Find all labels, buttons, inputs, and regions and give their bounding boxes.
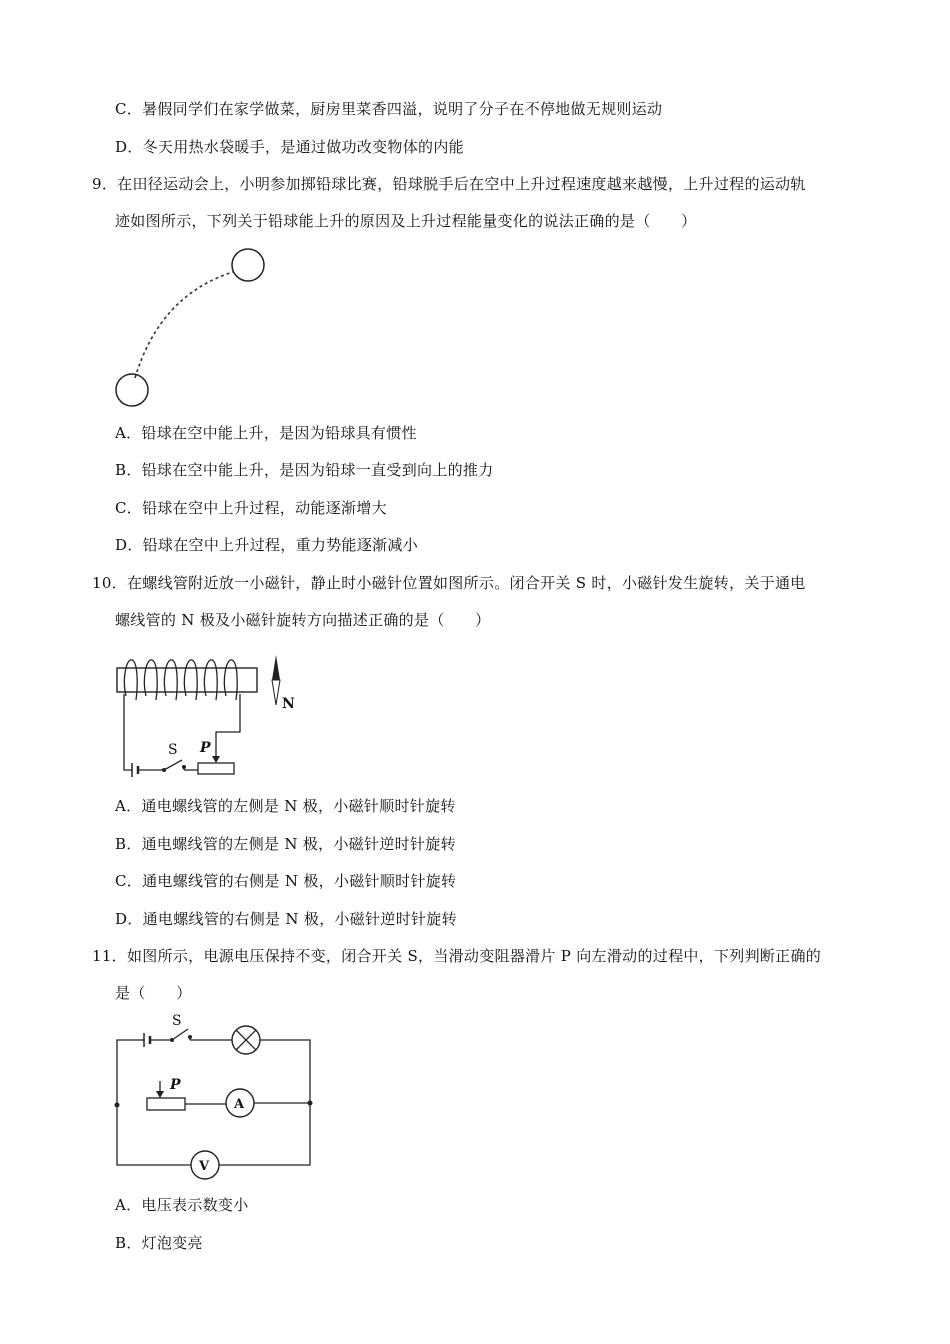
q11-stem-line1: 11．如图所示，电源电压保持不变，闭合开关 S，当滑动变阻器滑片 P 向左滑动的过程中，下列判断正确的 (92, 947, 822, 965)
q9-stem-line1: 9．在田径运动会上，小明参加掷铅球比赛，铅球脱手后在空中上升过程速度越来越慢，上升过程的运动轨 (92, 175, 806, 193)
q9-option-c: C．铅球在空中上升过程，动能逐渐增大 (115, 499, 387, 517)
wire-bottom (117, 1105, 191, 1165)
shot-put-bottom (116, 374, 148, 406)
switch-blade (164, 760, 182, 770)
q9-stem-line2: 迹如图所示，下列关于铅球能上升的原因及上升过程能量变化的说法正确的是（ ） (115, 212, 697, 230)
trajectory-path (135, 272, 233, 378)
q9-option-d: D．铅球在空中上升过程，重力势能逐渐减小 (115, 536, 419, 554)
switch-blade (172, 1029, 188, 1040)
q11-option-b: B．灯泡变亮 (115, 1234, 203, 1252)
q11-circuit-figure (112, 1015, 322, 1175)
slider-arrow (156, 1091, 164, 1098)
shot-put-top (232, 249, 264, 281)
q11-option-a: A．电压表示数变小 (115, 1196, 249, 1214)
needle-pole-label: N (282, 696, 295, 712)
needle-south-half (272, 680, 280, 705)
slider-label: P (200, 740, 211, 756)
voltmeter-label: V (199, 1159, 210, 1174)
prev-option-d: D．冬天用热水袋暖手，是通过做功改变物体的内能 (115, 138, 464, 156)
switch-label: S (172, 1013, 182, 1029)
prev-option-c: C．暑假同学们在家学做菜，厨房里菜香四溢，说明了分子在不停地做无规则运动 (115, 100, 663, 118)
ammeter-label: A (234, 1097, 245, 1112)
q10-option-c: C．通电螺线管的右侧是 N 极，小磁针顺时针旋转 (115, 872, 457, 890)
q9-option-b: B．铅球在空中能上升，是因为铅球一直受到向上的推力 (115, 461, 494, 479)
wire-left (124, 694, 132, 770)
q10-solenoid-figure (112, 650, 312, 780)
rheostat (147, 1098, 185, 1110)
wire-right (216, 694, 240, 756)
q10-option-b: B．通电螺线管的左侧是 N 极，小磁针逆时针旋转 (115, 835, 456, 853)
switch-label: S (168, 742, 178, 758)
q10-option-d: D．通电螺线管的右侧是 N 极，小磁针逆时针旋转 (115, 910, 457, 928)
rheostat (198, 763, 234, 774)
q11-stem-line2: 是（ ） (115, 984, 192, 1002)
slider-label: P (170, 1077, 181, 1093)
q10-option-a: A．通电螺线管的左侧是 N 极，小磁针顺时针旋转 (115, 797, 456, 815)
q10-stem-line2: 螺线管的 N 极及小磁针旋转方向描述正确的是（ ） (115, 611, 491, 629)
solenoid-core (117, 668, 257, 692)
slider-arrow (212, 756, 220, 763)
q10-stem-line1: 10．在螺线管附近放一小磁针，静止时小磁针位置如图所示。闭合开关 S 时，小磁针发生旋转，关于通电 (92, 574, 806, 592)
q9-option-a: A．铅球在空中能上升，是因为铅球具有惯性 (115, 424, 417, 442)
needle-north-half (272, 655, 280, 680)
wire-top-left (117, 1040, 144, 1105)
solenoid-coil (124, 660, 237, 700)
q9-trajectory-figure (105, 240, 285, 410)
